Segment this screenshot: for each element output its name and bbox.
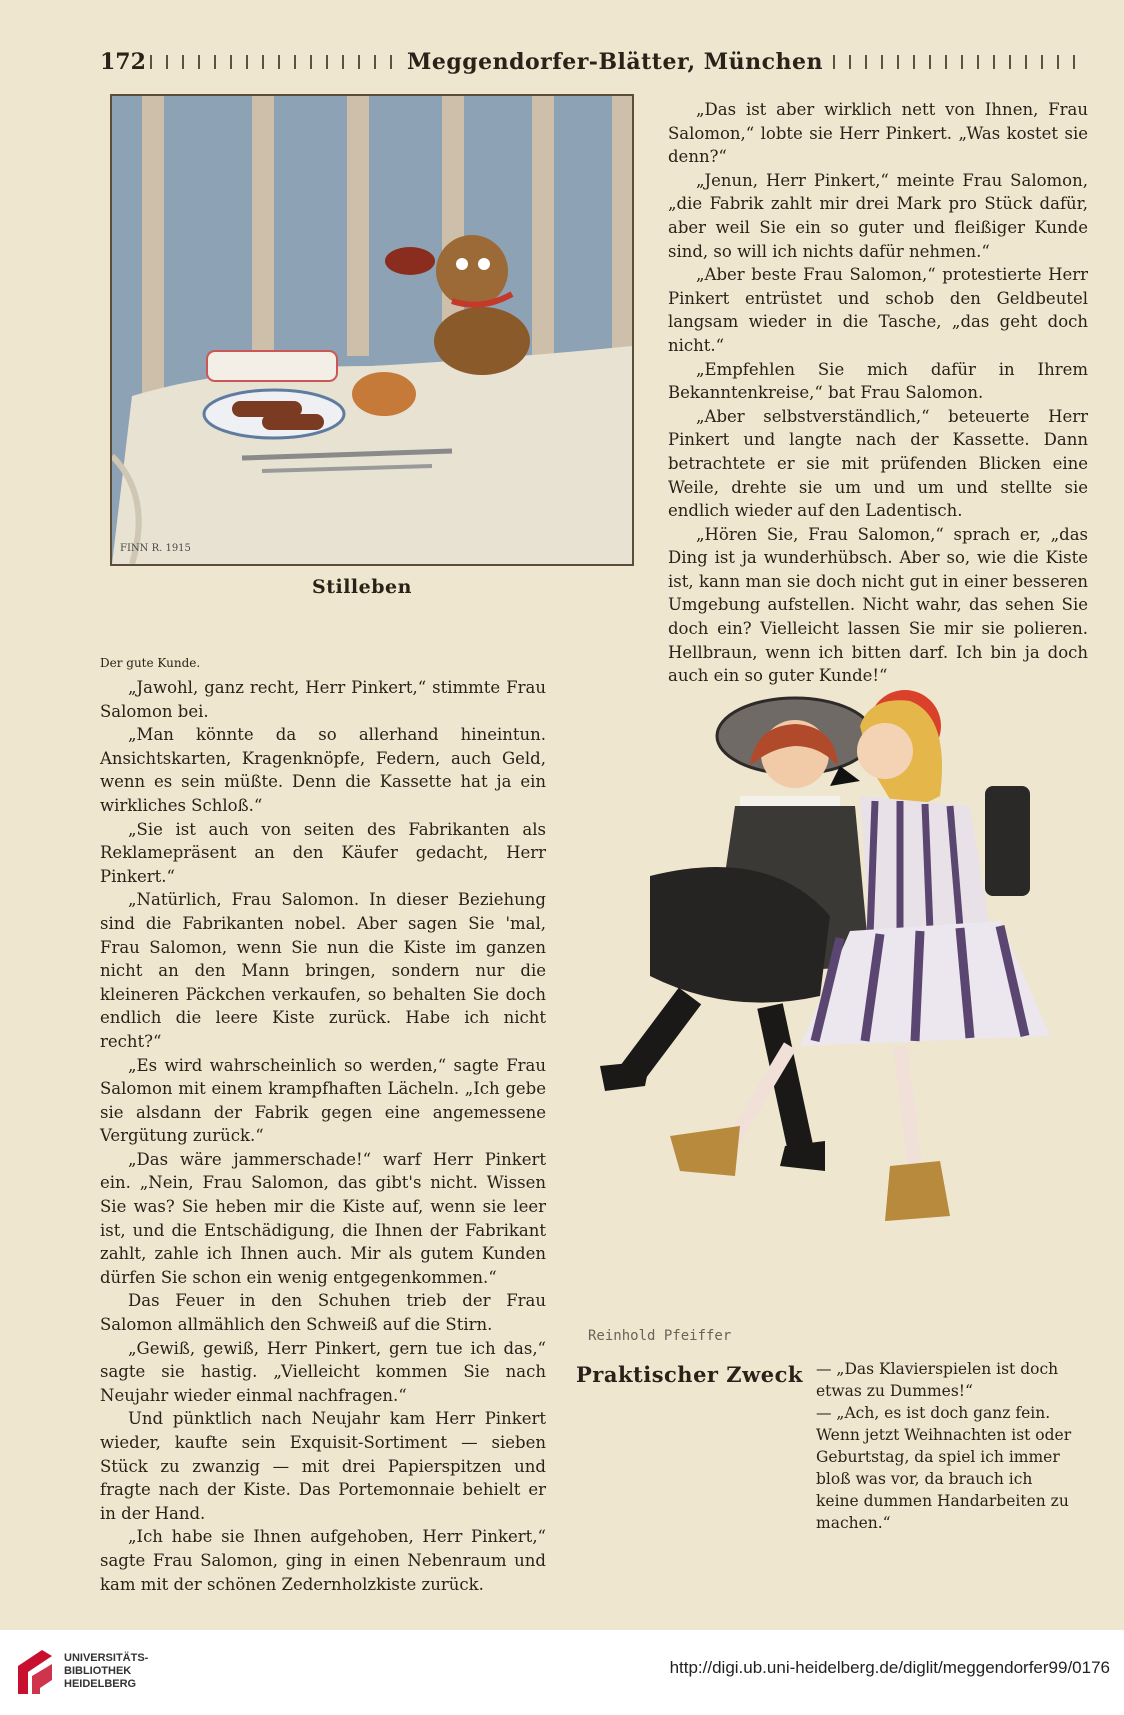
institution-line: BIBLIOTHEK	[64, 1665, 132, 1677]
still-life-caption: Stilleben	[312, 576, 412, 598]
paragraph: „Sie ist auch von seiten des Fabrikanten als Reklamepräsent an den Käufer gedacht, Herr Pinkert.“	[100, 819, 546, 886]
paragraph: „Hören Sie, Frau Salomon,“ sprach er, „das Ding ist ja wunderhübsch. Aber so, wie die Kiste ist, kann man sie doch nicht gut in einer besseren Umgebung aufstellen. Nicht wahr, das sehen Sie doch ein? Vielleicht lassen Sie mir sie polieren. Hellbraun, wenn ich bitten darf. Ich bin ja doch auch ein so guter Kunde!“	[668, 524, 1088, 686]
header-ornament-right	[833, 55, 1080, 69]
paragraph: „Empfehlen Sie mich dafür in Ihrem Bekanntenkreise,“ bat Frau Salomon.	[668, 359, 1088, 403]
paragraph: „Aber beste Frau Salomon,“ protestierte Herr Pinkert entrüstet und schob den Geldbeutel langsam wieder in die Tasche, „das geht doch nicht.“	[668, 265, 1088, 355]
running-title: Der gute Kunde.	[100, 656, 201, 670]
joke-line: — „Das Klavierspielen ist doch etwas zu Dummes!“	[816, 1360, 1059, 1400]
paragraph: „Man könnte da so allerhand hineintun. Ansichtskarten, Kragenknöpfe, Federn, auch Geld, wenn es sein müßte. Denn die Kassette hat ja ein wirkliches Schloß.“	[100, 725, 546, 815]
joke-caption: Praktischer Zweck	[576, 1362, 803, 1387]
library-footer	[0, 1630, 1124, 1715]
still-life-signature: FINN R. 1915	[120, 543, 191, 554]
header-ornament-left	[150, 55, 397, 69]
right-column	[668, 98, 1088, 688]
university-library-logo-icon[interactable]	[12, 1644, 58, 1700]
paragraph: „Ich habe sie Ihnen aufgehoben, Herr Pinkert,“ sagte Frau Salomon, ging in einen Nebenraum und kam mit der schönen Zedernholzkiste zurück.	[100, 1527, 546, 1594]
paragraph: „Natürlich, Frau Salomon. In dieser Beziehung sind die Fabrikanten nobel. Aber sagen Sie 'mal, Frau Salomon, wenn Sie nun die Kiste im ganzen nicht an den Mann bringen, sondern nur die kleineren Päckchen verkaufen, so behalten Sie doch endlich die leere Kiste zurück. Habe ich nicht recht?“	[100, 890, 546, 1051]
paragraph: Und pünktlich nach Neujahr kam Herr Pinkert wieder, kaufte sein Exquisit-Sortiment — sieben Stück zu zwanzig — mit drei Papierspitzen und fragte nach der Kiste. Das Portemonnaie behielt er in der Hand.	[100, 1409, 546, 1523]
page-number: 172	[100, 49, 146, 75]
joke-text	[816, 1358, 1078, 1534]
paragraph: „Es wird wahrscheinlich so werden,“ sagte Frau Salomon mit einem krampfhaften Lächeln. „Ich gebe sie alsdann der Fabrik gegen eine angemessene Vergütung zurück.“	[100, 1055, 546, 1146]
paragraph: „Das wäre jammerschade!“ warf Herr Pinkert ein. „Nein, Frau Salomon, das gibt's nicht. Wissen Sie was? Sie heben mir die Kiste auf, wenn sie leer ist, und die Entschädigung, die Ihnen der Fabrikant zahlt, zahle ich Ihnen auch. Mir als gutem Kunden dürfen Sie schon ein wenig entgegenkommen.“	[100, 1149, 546, 1287]
paragraph: „Aber selbstverständlich,“ beteuerte Herr Pinkert und langte nach der Kassette. Dann betrachtete er sie mit prüfenden Blicken eine Weile, drehte sie um und um und stellte sie endlich wieder auf den Ladentisch.	[668, 406, 1088, 521]
joke-line: — „Ach, es ist doch ganz fein. Wenn jetzt Weihnachten ist oder Geburtstag, da spiel ich immer bloß was vor, da brauch ich keine dummen Handarbeiten zu machen.“	[816, 1404, 1072, 1532]
paragraph: „Das ist aber wirklich nett von Ihnen, Frau Salomon,“ lobte sie Herr Pinkert. „Was kostet sie denn?“	[668, 100, 1088, 167]
illustrator-signature: Reinhold Pfeiffer	[588, 1328, 732, 1344]
institution-line: UNIVERSITÄTS-	[64, 1652, 149, 1664]
still-life-illustration	[110, 94, 634, 566]
institution-line: HEIDELBERG	[64, 1678, 137, 1690]
left-column	[100, 654, 546, 1596]
paragraph: „Gewiß, gewiß, Herr Pinkert, gern tue ich das,“ sagte sie hastig. „Vielleicht kommen Sie nach Neujahr wieder einmal nachfragen.“	[100, 1338, 546, 1405]
paragraph: Das Feuer in den Schuhen trieb der Frau Salomon allmählich den Schweiß auf die Stirn.	[100, 1291, 546, 1335]
page-header	[100, 42, 1080, 82]
source-url-link[interactable]: http://digi.ub.uni-heidelberg.de/diglit/meggendorfer99/0176	[669, 1658, 1110, 1677]
institution-name	[64, 1652, 148, 1691]
two-girls-illustration	[570, 676, 1090, 1356]
magazine-title: Meggendorfer-Blätter, München	[407, 49, 823, 75]
paragraph: „Jawohl, ganz recht, Herr Pinkert,“ stimmte Frau Salomon bei.	[100, 678, 546, 721]
paragraph: „Jenun, Herr Pinkert,“ meinte Frau Salomon, „die Fabrik zahlt mir drei Mark pro Stück dafür, aber weil Sie ein so guter und fleißiger Kunde sind, so will ich nichts dafür nehmen.“	[668, 170, 1088, 261]
